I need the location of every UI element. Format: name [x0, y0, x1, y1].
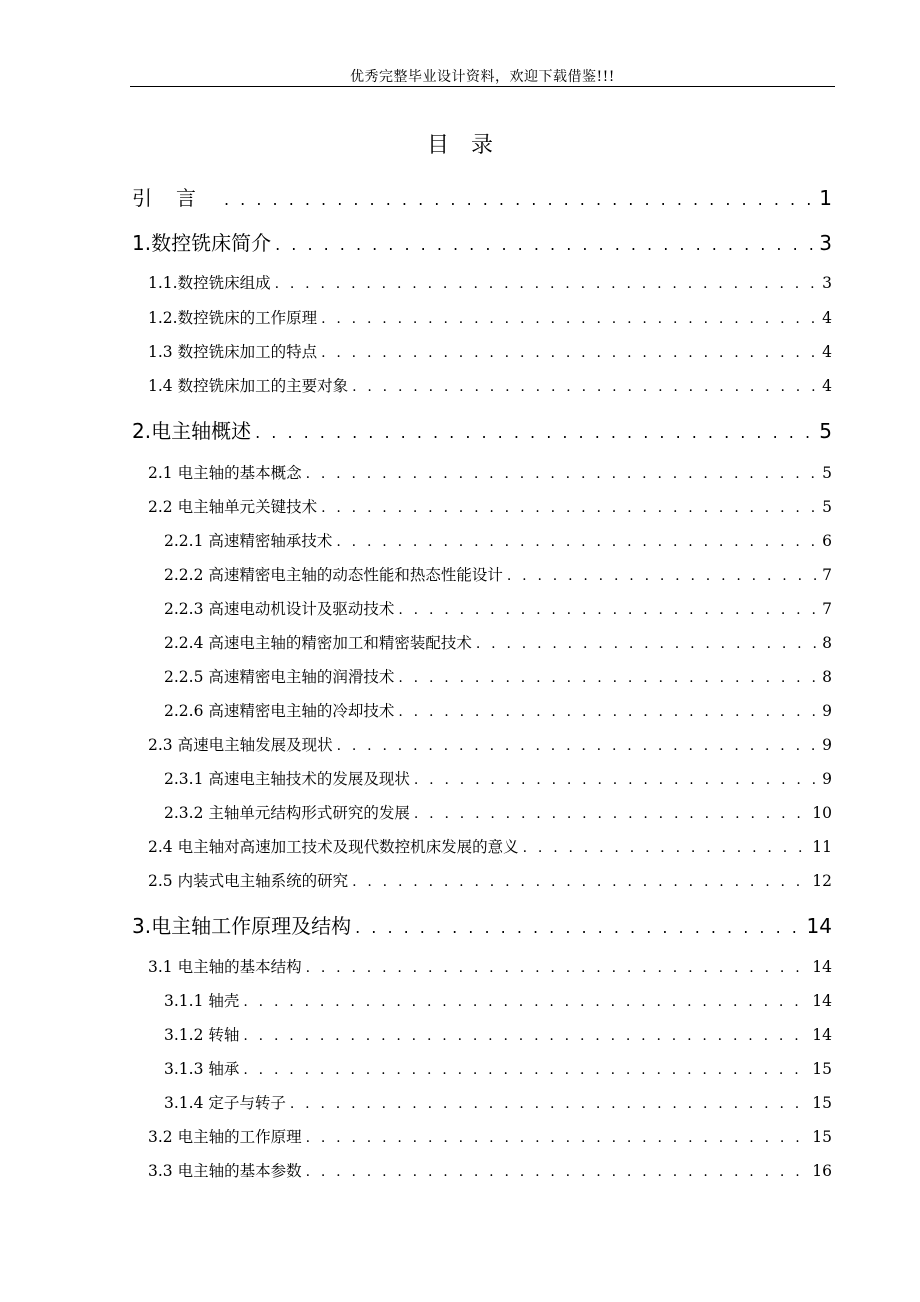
dot-leader — [414, 806, 808, 822]
dot-leader — [306, 960, 809, 976]
toc-entry-page: 14 — [806, 914, 832, 938]
dot-leader — [321, 311, 818, 327]
toc-entry[interactable] — [148, 271, 832, 293]
dot-leader — [275, 276, 819, 292]
toc-entry[interactable] — [132, 182, 832, 211]
toc-entry[interactable] — [148, 374, 832, 396]
toc-entry[interactable] — [132, 227, 832, 256]
toc-entry-page: 9 — [822, 702, 832, 720]
toc-entry-label: 3.1.1 轴壳 — [164, 992, 240, 1010]
toc-entry-label: 2.电主轴概述 — [132, 419, 252, 443]
toc-entry-label: 2.3.2 主轴单元结构形式研究的发展 — [164, 804, 410, 822]
toc-entry-label: 3.2 电主轴的工作原理 — [148, 1128, 302, 1146]
dot-leader — [476, 636, 818, 652]
toc-entry[interactable] — [164, 801, 832, 823]
toc-entry-label: 2.3 高速电主轴发展及现状 — [148, 736, 333, 754]
toc-entry-label: 2.2.6 高速精密电主轴的冷却技术 — [164, 702, 395, 720]
dot-leader — [275, 235, 815, 254]
toc-entry[interactable] — [164, 767, 832, 789]
toc-entry-label: 2.3.1 高速电主轴技术的发展及现状 — [164, 770, 410, 788]
toc-entry[interactable] — [148, 1125, 832, 1147]
dot-leader — [352, 379, 818, 395]
toc-entry-label: 1.2.数控铣床的工作原理 — [148, 309, 318, 327]
dot-leader — [355, 918, 802, 937]
dot-leader — [224, 190, 815, 209]
toc-entry-page: 11 — [812, 838, 832, 856]
dot-leader — [336, 534, 818, 550]
dot-leader — [507, 568, 818, 584]
toc-entry-page: 4 — [822, 377, 832, 395]
toc-entry-label: 2.2.5 高速精密电主轴的润滑技术 — [164, 668, 395, 686]
toc-entry-page: 4 — [822, 343, 832, 361]
toc-entry-page: 5 — [819, 419, 832, 443]
toc-entry-page: 6 — [822, 532, 832, 550]
dot-leader — [306, 466, 819, 482]
toc-entry-page: 9 — [822, 736, 832, 754]
toc-entry[interactable] — [164, 529, 832, 551]
toc-entry[interactable] — [148, 1159, 832, 1181]
toc-entry-label: 1.数控铣床简介 — [132, 231, 272, 255]
toc-entry-label: 2.2 电主轴单元关键技术 — [148, 498, 318, 516]
toc-entry[interactable] — [132, 415, 832, 444]
toc-entry-label: 3.1.4 定子与转子 — [164, 1094, 286, 1112]
dot-leader — [321, 345, 818, 361]
toc-entry-page: 8 — [822, 668, 832, 686]
dot-leader — [290, 1096, 808, 1112]
toc-entry[interactable] — [148, 340, 832, 362]
toc-entry-page: 5 — [822, 498, 832, 516]
toc-entry-page: 5 — [822, 464, 832, 482]
toc-entry[interactable] — [164, 563, 832, 585]
toc-entry-label: 引言 — [132, 186, 220, 210]
toc-entry[interactable] — [164, 597, 832, 619]
toc-entry-label: 1.1.数控铣床组成 — [148, 274, 271, 292]
toc-entry-label: 2.2.2 高速精密电主轴的动态性能和热态性能设计 — [164, 566, 503, 584]
toc-entry[interactable] — [164, 1057, 832, 1079]
toc-entry-label: 3.电主轴工作原理及结构 — [132, 914, 352, 938]
dot-leader — [243, 994, 808, 1010]
toc-entry-page: 4 — [822, 309, 832, 327]
toc-entry-label: 1.3 数控铣床加工的特点 — [148, 343, 318, 361]
toc-entry[interactable] — [164, 989, 832, 1011]
toc-entry-page: 3 — [822, 274, 832, 292]
toc-entry-page: 14 — [812, 992, 832, 1010]
toc-entry[interactable] — [148, 869, 832, 891]
dot-leader — [352, 874, 808, 890]
dot-leader — [523, 840, 809, 856]
dot-leader — [306, 1130, 809, 1146]
dot-leader — [414, 772, 818, 788]
toc-entry[interactable] — [164, 631, 832, 653]
toc-entry-label: 3.3 电主轴的基本参数 — [148, 1162, 302, 1180]
toc-entry-page: 15 — [812, 1094, 832, 1112]
toc-entry-label: 3.1 电主轴的基本结构 — [148, 958, 302, 976]
dot-leader — [398, 670, 818, 686]
page-header: 优秀完整毕业设计资料，欢迎下载借鉴!!! — [350, 69, 615, 85]
toc-entry-page: 3 — [819, 231, 832, 255]
dot-leader — [243, 1062, 808, 1078]
toc-entry[interactable] — [148, 306, 832, 328]
toc-entry-page: 15 — [812, 1060, 832, 1078]
toc-entry[interactable] — [148, 733, 832, 755]
toc-entry-page: 10 — [812, 804, 832, 822]
toc-entry-page: 14 — [812, 1026, 832, 1044]
toc-entry-label: 3.1.2 转轴 — [164, 1026, 240, 1044]
toc-entry-label: 3.1.3 轴承 — [164, 1060, 240, 1078]
toc-entry[interactable] — [132, 910, 832, 939]
toc-entry-label: 2.2.3 高速电动机设计及驱动技术 — [164, 600, 395, 618]
dot-leader — [255, 423, 815, 442]
dot-leader — [306, 1164, 809, 1180]
toc-entry-label: 2.2.1 高速精密轴承技术 — [164, 532, 333, 550]
toc-entry-page: 1 — [819, 186, 832, 210]
toc-entry[interactable] — [164, 665, 832, 687]
toc-entry-label: 2.1 电主轴的基本概念 — [148, 464, 302, 482]
toc-entry[interactable] — [148, 495, 832, 517]
toc-entry-label: 1.4 数控铣床加工的主要对象 — [148, 377, 349, 395]
toc-entry-label: 2.2.4 高速电主轴的精密加工和精密装配技术 — [164, 634, 472, 652]
toc-entry[interactable] — [164, 1023, 832, 1045]
toc-entry-page: 7 — [822, 600, 832, 618]
toc-entry[interactable] — [148, 461, 832, 483]
toc-entry[interactable] — [148, 955, 832, 977]
header-divider — [130, 86, 835, 87]
toc-entry[interactable] — [164, 1091, 832, 1113]
dot-leader — [337, 738, 819, 754]
toc-entry[interactable] — [164, 699, 832, 721]
toc-entry-page: 9 — [822, 770, 832, 788]
toc-entry-label: 2.5 内装式电主轴系统的研究 — [148, 872, 349, 890]
toc-title: 目录 — [426, 133, 515, 158]
dot-leader — [321, 500, 818, 516]
toc-entry-label: 2.4 电主轴对高速加工技术及现代数控机床发展的意义 — [148, 838, 519, 856]
toc-entry-page: 16 — [812, 1162, 832, 1180]
toc-entry-page: 14 — [812, 958, 832, 976]
toc-entry-page: 8 — [822, 634, 832, 652]
toc-entry[interactable] — [148, 835, 832, 857]
toc-entry-page: 12 — [812, 872, 832, 890]
dot-leader — [398, 704, 818, 720]
dot-leader — [398, 602, 818, 618]
toc-entry-page: 7 — [822, 566, 832, 584]
toc-entry-page: 15 — [812, 1128, 832, 1146]
dot-leader — [243, 1028, 808, 1044]
